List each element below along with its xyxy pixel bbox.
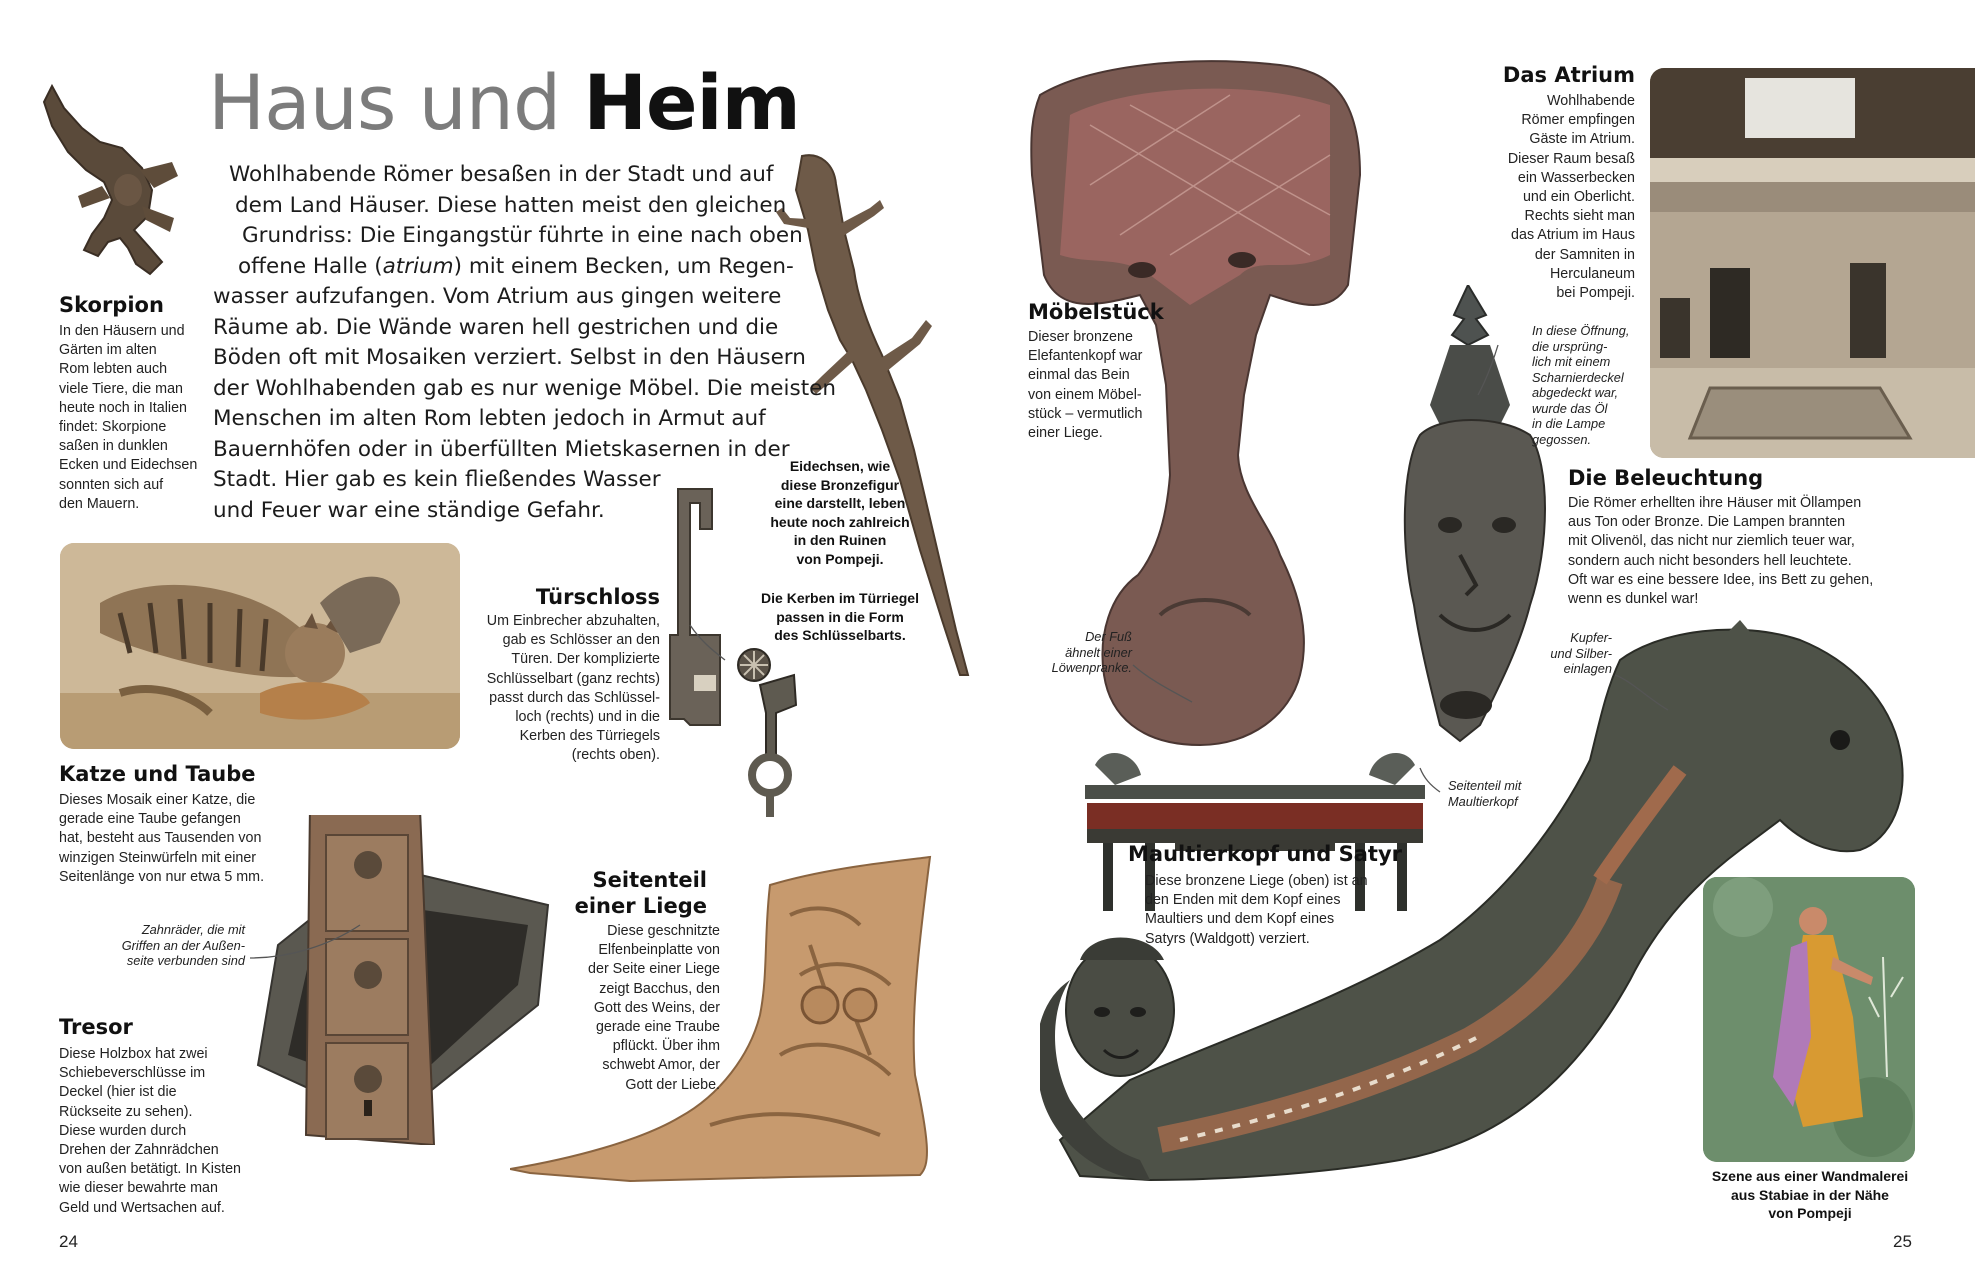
atrium-heading: Das Atrium [1502,63,1635,87]
page-number-right: 25 [1893,1232,1912,1251]
intro-line: Stadt. Hier gab es kein fließendes Wasser [213,467,661,492]
intro-line: wasser aufzufangen. Vom Atrium aus gingen weitere [213,284,782,309]
intro-line: Grundriss: Die Eingangstür führte in eine nach oben [242,223,803,248]
tresor-text: Diese Holzbox hat zwei Schiebeverschlüsse im Deckel (hier ist die Rückseite zu sehen). Diese wurden durch Drehen der Zahnrädchen von außen betätigt. In Kisten wie dieser bewahrte man Geld und Wertsachen auf. [59,1046,242,1216]
intro-line: offene Halle (atrium) mit einem Becken, um Regen- [238,253,794,279]
katze-text: Dieses Mosaik einer Katze, die gerade eine Taube gefangen hat, besteht aus Tausenden von winzigen Steinwürfeln mit einer Seitenlänge von nur etwa 5 mm. [59,792,265,885]
seitenteil-text: Diese geschnitzte Elfenbeinplatte von der Seite einer Liege zeigt Bacchus, den Gott des Weins, der gerade eine Traube pflückt. Über ihm schwebt Amor, der Gott der Liebe. [588,923,720,1093]
intro-line: der Wohlhabenden gab es nur wenige Möbel. Die meisten [213,375,836,401]
intro-line: dem Land Häuser. Diese hatten meist den gleichen [235,192,787,218]
maultier-text: Diese bronzene Liege (oben) ist an den Enden mit dem Kopf eines Maultiers und dem Kopf eines Satyrs (Waldgott) verziert. [1145,873,1368,947]
skorpion-text: In den Häusern und Gärten im alten Rom lebten auch viele Tiere, die man heute noch in Italien findet: Skorpione saßen in dunklen Ecken und Eidechsen sonnten sich auf den Mauern. [59,323,198,512]
intro-line: Bauernhöfen oder in überfüllten Mietskasernen in der [213,436,790,462]
intro-line: Menschen im alten Rom lebten jedoch in Armut auf [213,406,766,431]
page-title-light: Haus und [208,58,561,147]
moebel-heading: Möbelstück [1028,300,1164,324]
beleuchtung-heading: Die Beleuchtung [1568,466,1764,490]
katze-heading: Katze und Taube [59,762,256,786]
intro-line: Böden oft mit Mosaiken verziert. Selbst in den Häusern [213,345,806,370]
inlay-annotation: Kupfer- und Silber- einlagen [1550,630,1612,676]
page-title-bold: Heim [583,58,800,147]
tuerschloss-heading: Türschloss [535,585,660,609]
page-number-left: 24 [59,1232,78,1251]
moebel-text: Dieser bronzene Elefantenkopf war einmal das Bein von einem Möbel- stück – vermutlich einer Liege. [1028,329,1143,442]
page-title [208,58,800,147]
skorpion-heading: Skorpion [59,293,164,317]
intro-atrium-italic: atrium [382,253,454,279]
intro-line: Räume ab. Die Wände waren hell gestrichen und die [213,314,779,340]
gears-annotation: Zahnräder, die mit Griffen an der Außen- seite verbunden sind [121,922,245,968]
maultier-heading: Maultierkopf und Satyr [1128,842,1402,866]
opening-annotation: In diese Öffnung, die ursprüng- lich mit einem Scharnierdeckel abgedeckt war, wurde das Öl in die Lampe gegossen. [1532,323,1630,447]
beleuchtung-text: Die Römer erhellten ihre Häuser mit Öllampen aus Ton oder Bronze. Die Lampen brannten mit Olivenöl, das nicht nur ziemlich teuer war, sondern auch nicht besonders hell leuchtete. Oft war es eine bessere Idee, ins Bett zu gehen, wenn es dunkel war! [1568,495,1874,608]
atrium-text: Wohlhabende Römer empfingen Gäste im Atrium. Dieser Raum besaß ein Wasserbecken und ein Oberlicht. Rechts sieht man das Atrium im Haus der Samniten in Herculaneum bei Pompeji. [1507,93,1635,302]
intro-text [213,160,836,526]
mule-side-annotation: Seitenteil mit Maultierkopf [1448,778,1522,809]
wall-painting-caption: Szene aus einer Wandmalerei aus Stabiae in der Nähe von Pompeji [1711,1168,1909,1221]
tresor-heading: Tresor [59,1015,133,1039]
seitenteil-heading: Seitenteil einer Liege [574,868,707,918]
tuerschloss-text: Um Einbrecher abzuhalten, gab es Schlösser an den Türen. Der komplizierte Schlüsselbart (ganz rechts) passt durch das Schlüssel- loch (rechts) und in die Kerben des Türriegels (rechts oben). [486,613,660,764]
intro-line: und Feuer war eine ständige Gefahr. [213,497,605,523]
notches-caption: Die Kerben im Türriegel passen in die Form des Schlüsselbarts. [761,590,919,643]
foot-annotation: Der Fuß ähnelt einer Löwenpranke. [1051,629,1132,675]
intro-line: Wohlhabende Römer besaßen in der Stadt und auf [229,162,774,187]
lizard-caption: Eidechsen, wie diese Bronzefigur eine darstellt, leben heute noch zahlreich in den Ruinen von Pompeji. [770,458,910,567]
